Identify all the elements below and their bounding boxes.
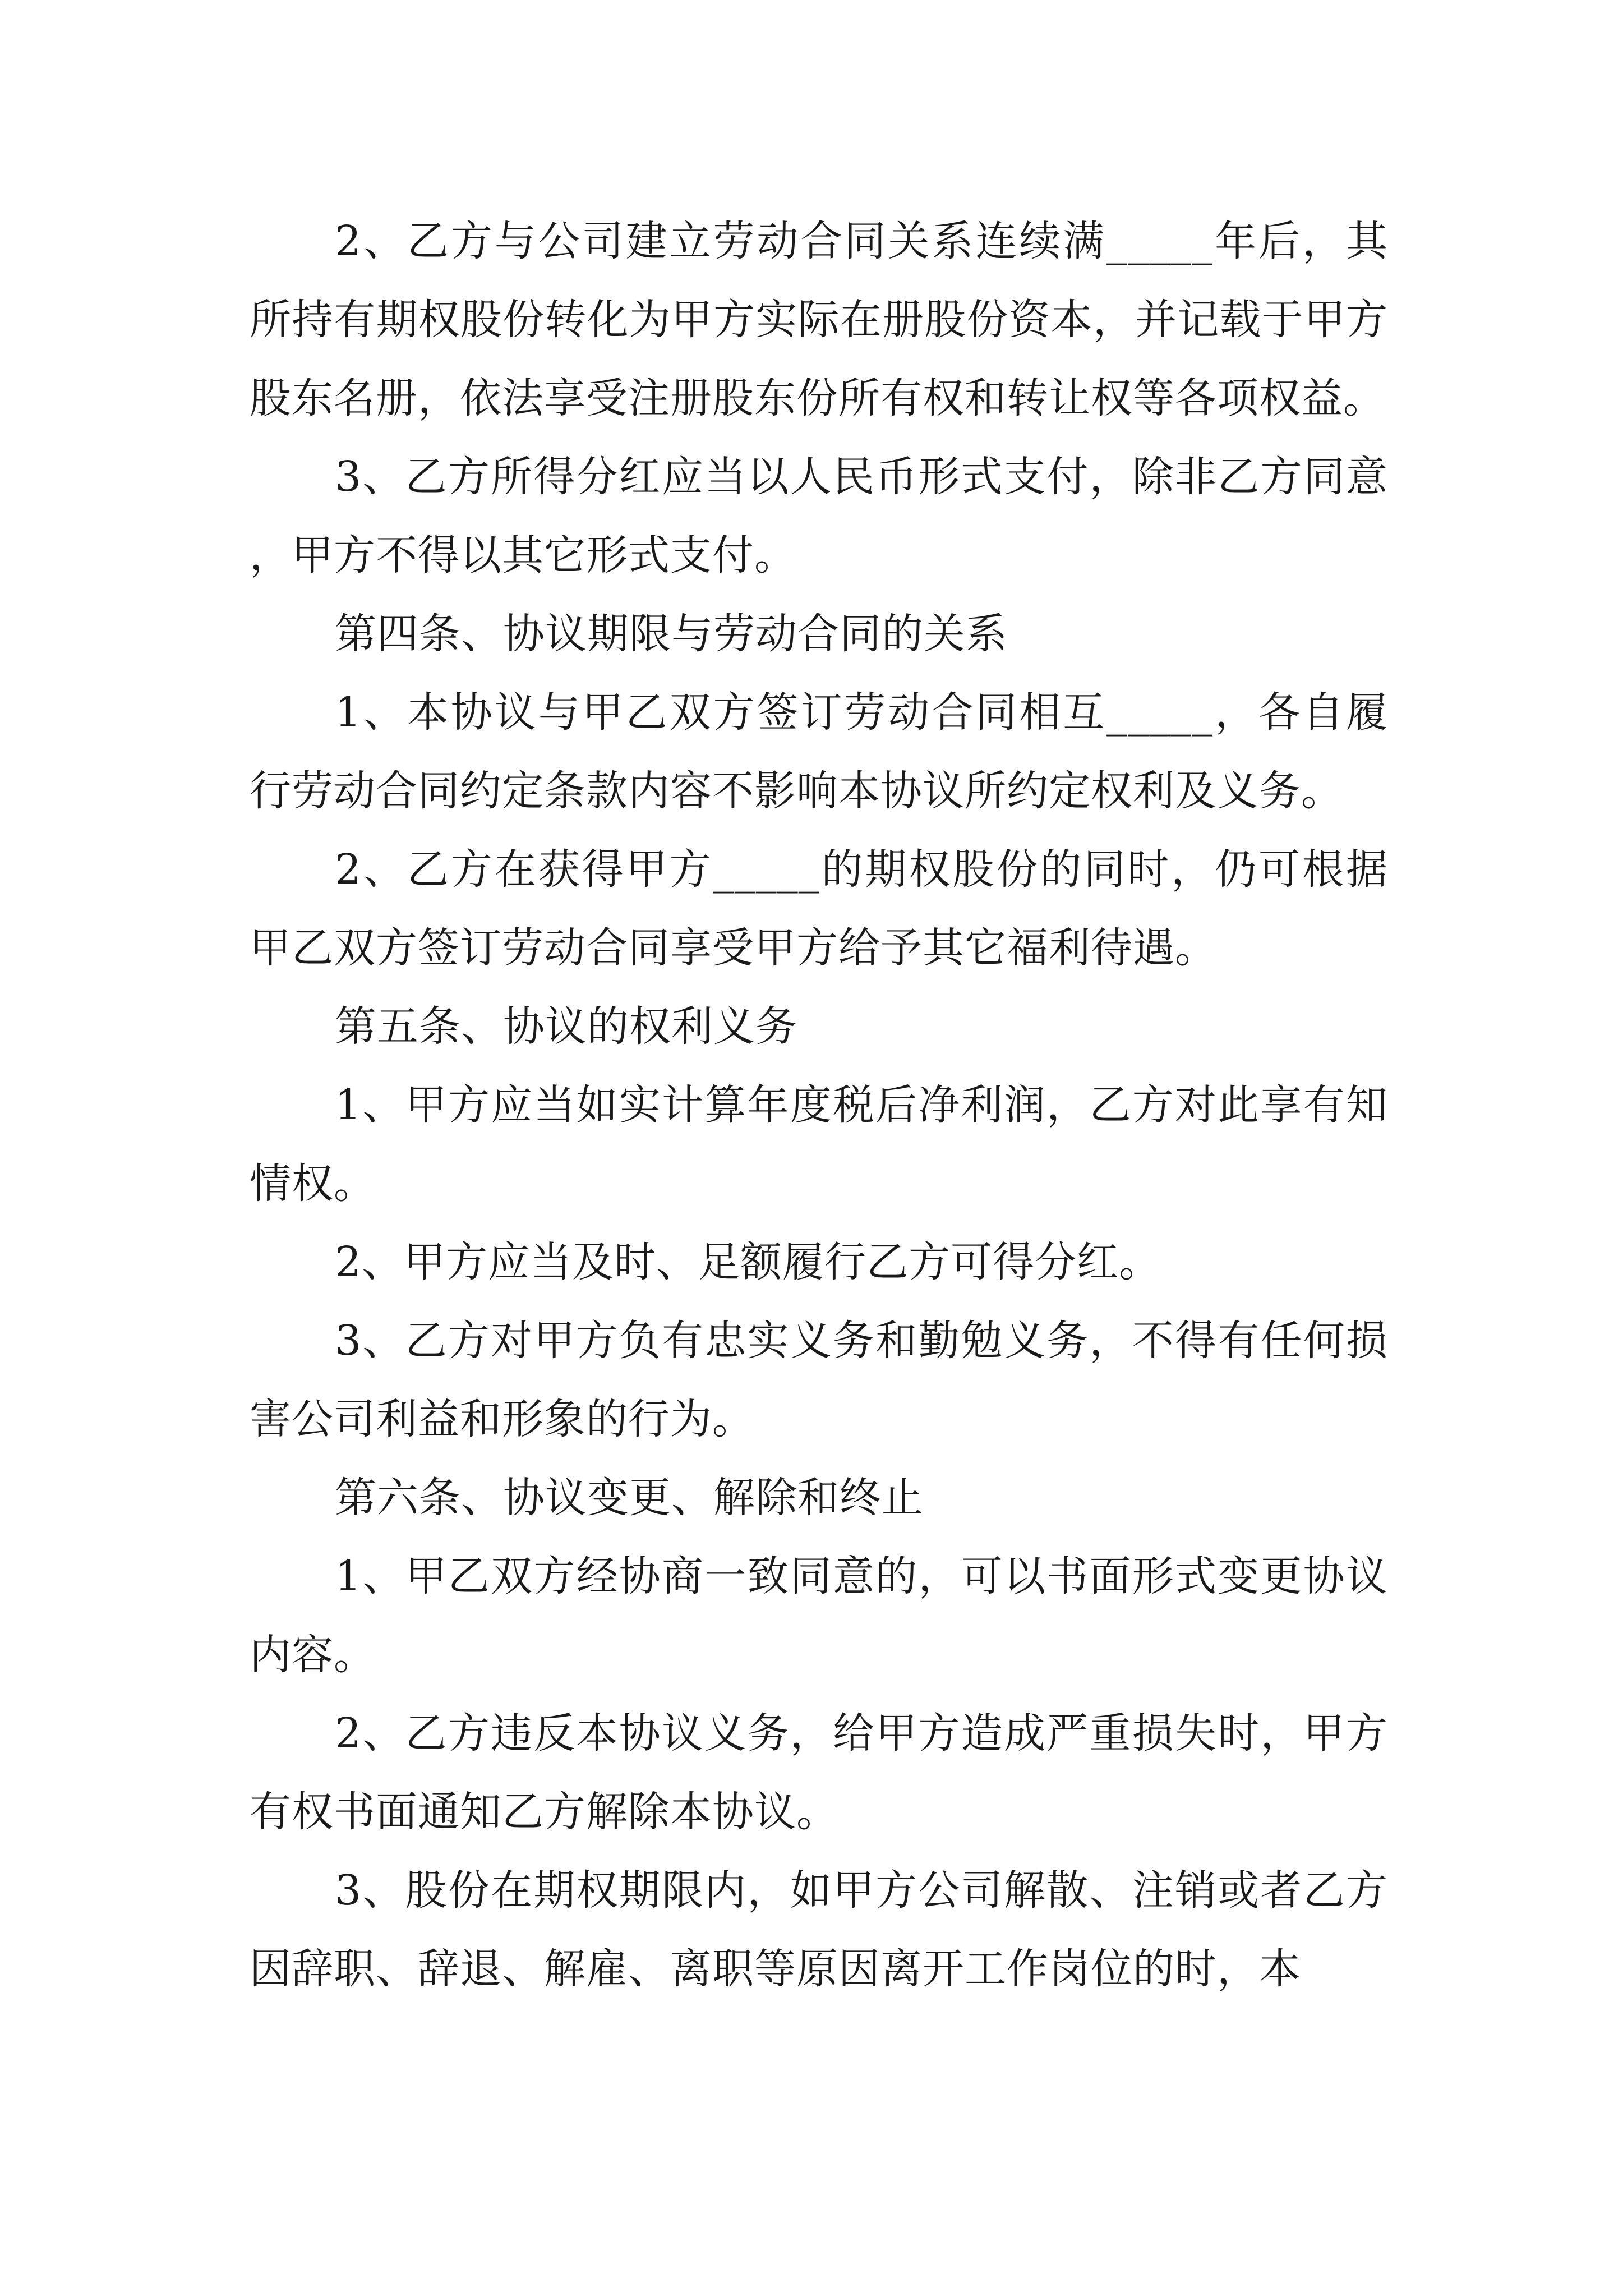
- paragraph-clause-3-2: 2、乙方与公司建立劳动合同关系连续满_____年后，其所持有期权股份转化为甲方实际在册股份资本，并记载于甲方股东名册，依法享受注册股东份所有权和转让权等各项权益。: [250, 217, 1388, 422]
- section-heading-article-4: 第四条、协议期限与劳动合同的关系: [335, 610, 1008, 658]
- section-heading-article-5: 第五条、协议的权利义务: [335, 1002, 797, 1051]
- paragraph-clause-3-3: 3、乙方所得分红应当以人民币形式支付，除非乙方同意，甲方不得以其它形式支付。: [250, 453, 1388, 579]
- paragraph-clause-6-3: 3、股份在期权期限内，如甲方公司解散、注销或者乙方因辞职、辞退、解雇、离职等原因离开工作岗位的时，本: [250, 1866, 1388, 1993]
- paragraph-clause-5-2: 2、甲方应当及时、足额履行乙方可得分红。: [335, 1238, 1161, 1286]
- paragraph-clause-5-1: 1、甲方应当如实计算年度税后净利润，乙方对此享有知情权。: [250, 1081, 1388, 1208]
- paragraph-clause-6-1: 1、甲乙双方经协商一致同意的，可以书面形式变更协议内容。: [250, 1552, 1388, 1679]
- section-heading-article-6: 第六条、协议变更、解除和终止: [335, 1474, 924, 1522]
- paragraph-clause-4-2: 2、乙方在获得甲方_____的期权股份的同时，仍可根据甲乙双方签订劳动合同享受甲方给予其它福利待遇。: [250, 845, 1388, 972]
- document-body: [250, 202, 1388, 2008]
- paragraph-clause-5-3: 3、乙方对甲方负有忠实义务和勤勉义务，不得有任何损害公司利益和形象的行为。: [250, 1317, 1388, 1443]
- paragraph-clause-4-1: 1、本协议与甲乙双方签订劳动合同相互_____，各自履行劳动合同约定条款内容不影响本协议所约定权利及义务。: [250, 688, 1388, 815]
- paragraph-clause-6-2: 2、乙方违反本协议义务，给甲方造成严重损失时，甲方有权书面通知乙方解除本协议。: [250, 1709, 1388, 1836]
